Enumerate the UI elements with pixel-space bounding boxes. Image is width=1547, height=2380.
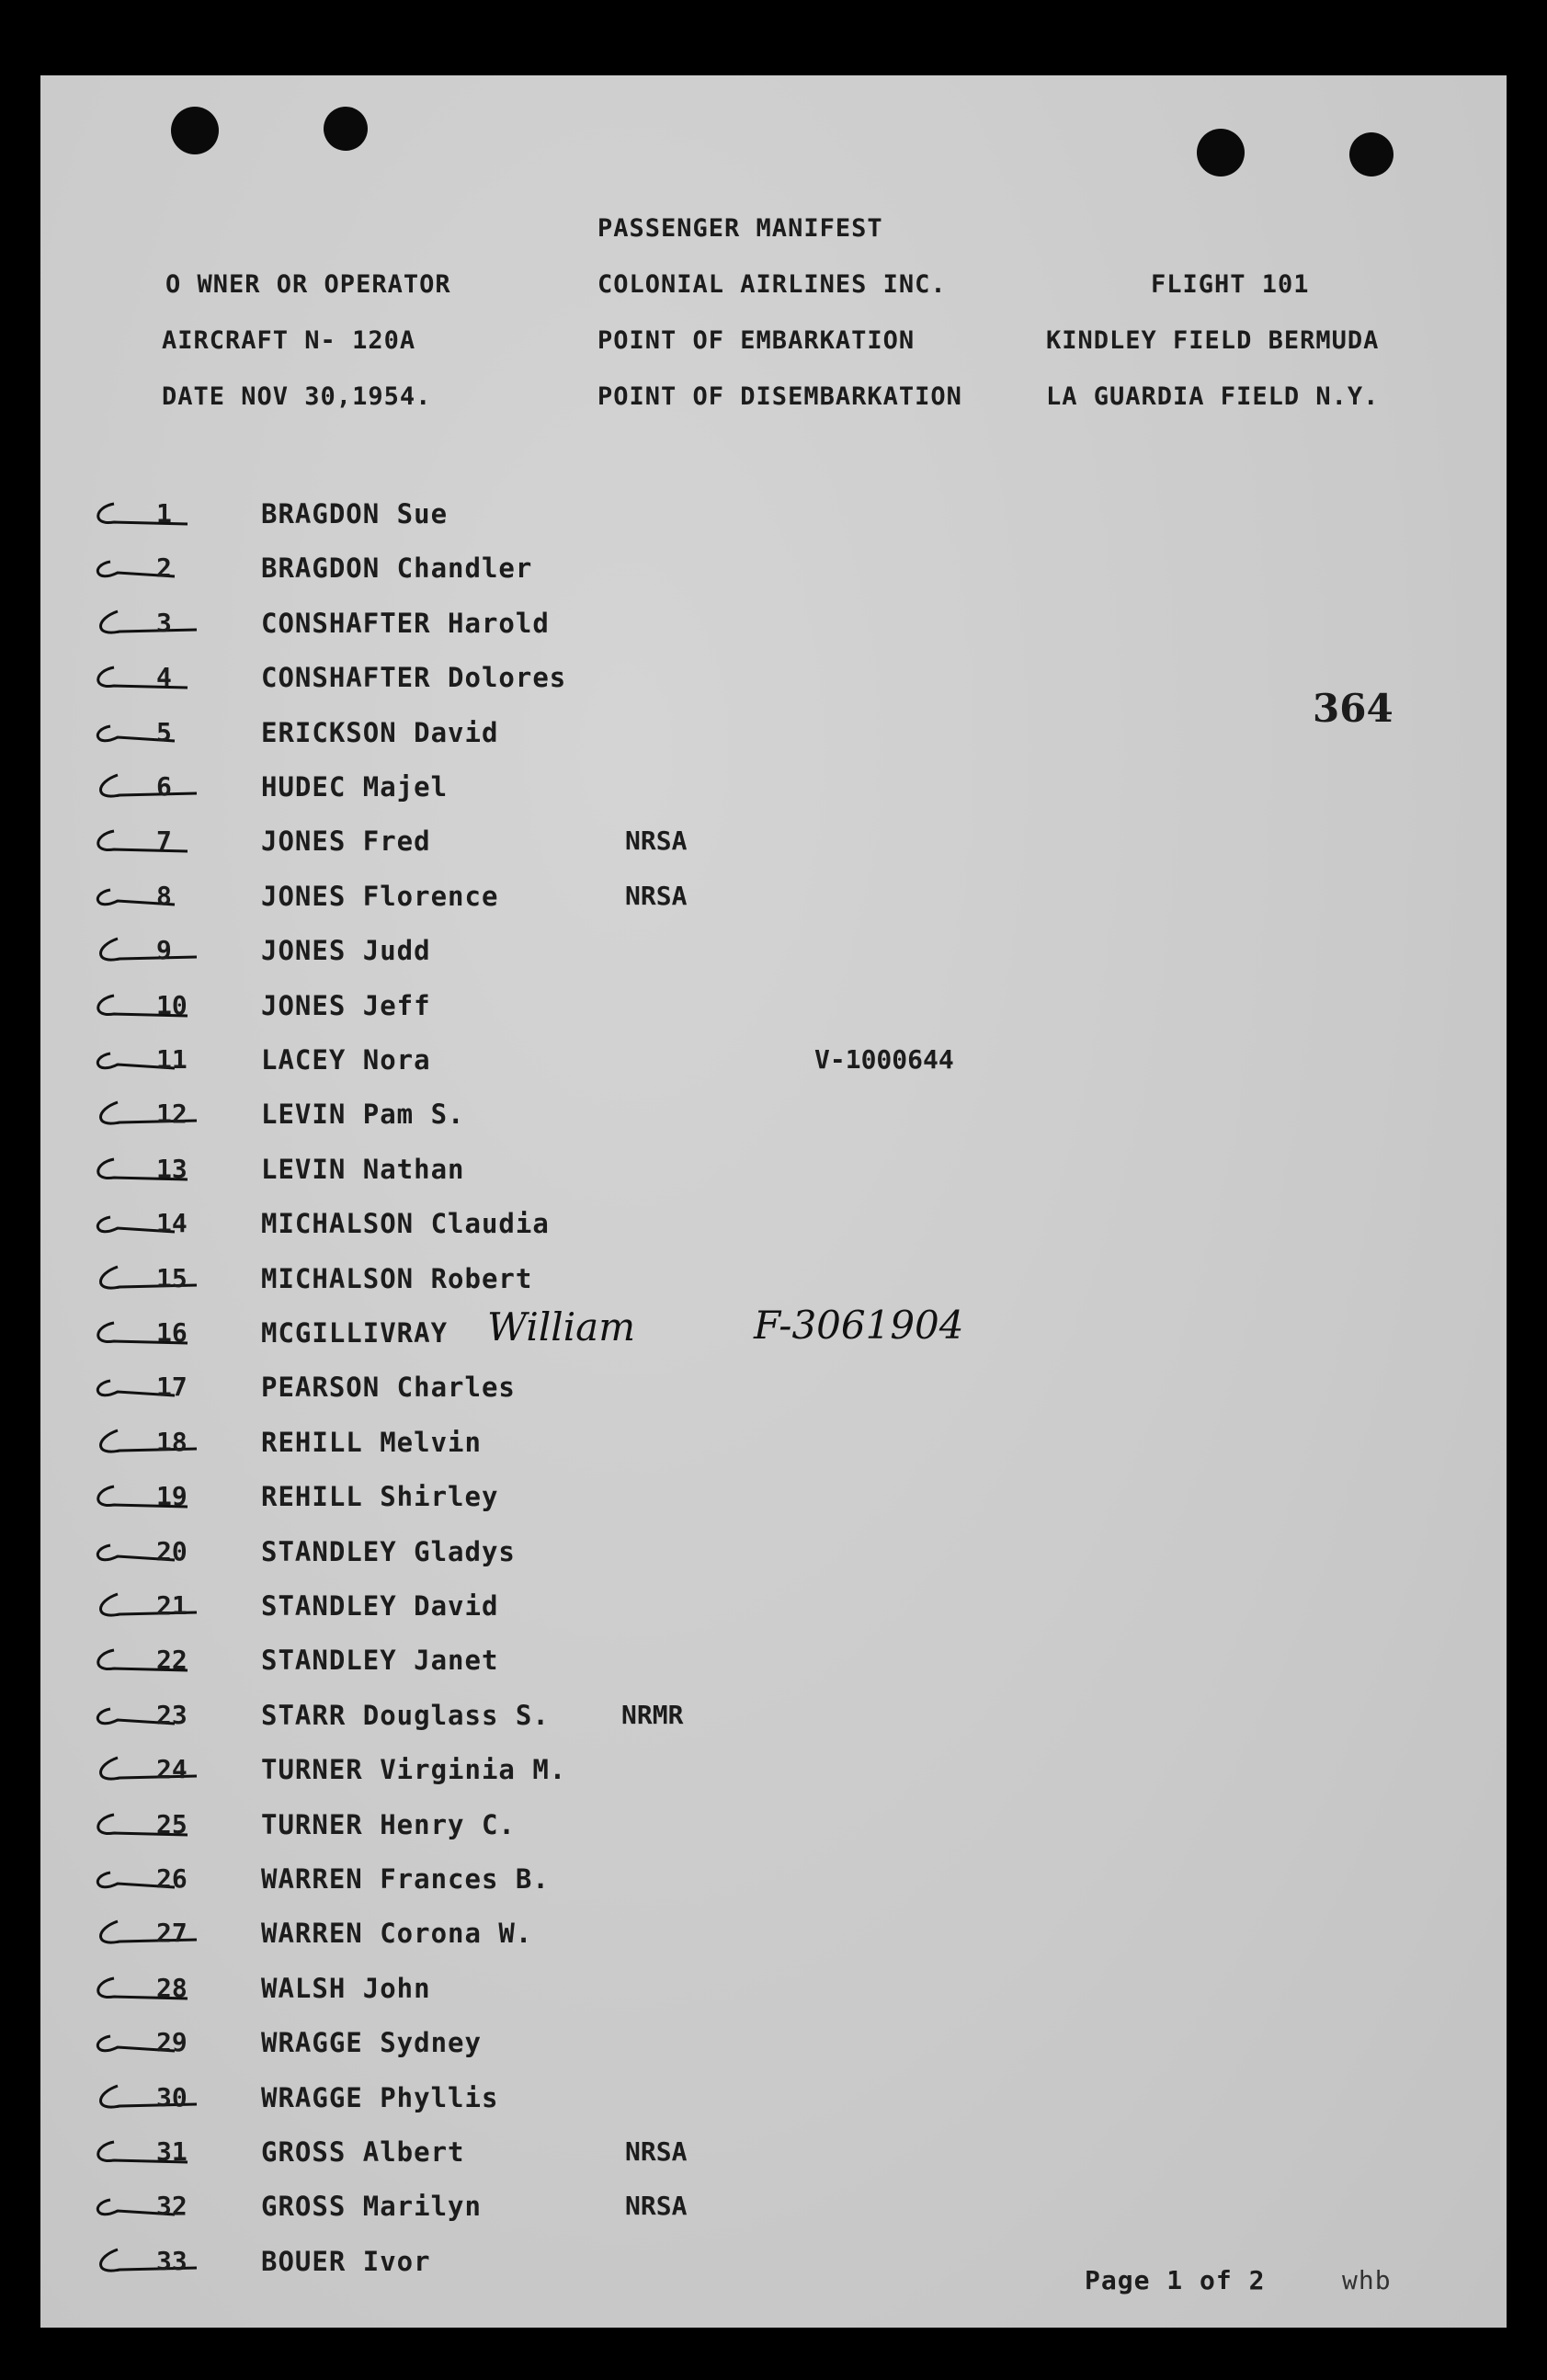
embark-label: POINT OF EMBARKATION: [597, 326, 916, 355]
passenger-number: 16: [156, 1317, 188, 1348]
passenger-row: [0, 602, 1547, 654]
passenger-number: 7: [156, 826, 172, 856]
passenger-code: NRSA: [625, 826, 688, 856]
passenger-number: 18: [156, 1427, 188, 1457]
passenger-name: MCGILLIVRAY: [261, 1317, 449, 1349]
passenger-row: [0, 1694, 1547, 1746]
passenger-row: [0, 1475, 1547, 1527]
passenger-name: MICHALSON Robert: [261, 1263, 533, 1294]
document-number: 364: [1313, 686, 1393, 731]
passenger-number: 28: [156, 1973, 188, 2003]
flight-number: FLIGHT 101: [1151, 270, 1310, 299]
passenger-name: STANDLEY Janet: [261, 1645, 499, 1676]
passenger-number: 15: [156, 1263, 188, 1293]
punch-hole: [324, 107, 368, 151]
owner-label: O WNER OR OPERATOR: [165, 270, 451, 299]
punch-hole: [1349, 132, 1393, 177]
passenger-row: [0, 1858, 1547, 1909]
passenger-number: 2: [156, 552, 172, 583]
passenger-number: 11: [156, 1044, 188, 1075]
passenger-name: STANDLEY Gladys: [261, 1536, 516, 1567]
passenger-number: 9: [156, 935, 172, 965]
passenger-row: [0, 2185, 1547, 2237]
passenger-row: [0, 766, 1547, 817]
passenger-number: 17: [156, 1372, 188, 1402]
passenger-row: [0, 1748, 1547, 1800]
passenger-number: 1: [156, 498, 172, 529]
passenger-name: TURNER Henry C.: [261, 1809, 516, 1840]
passenger-code: V-1000644: [814, 1044, 954, 1075]
passenger-number: 20: [156, 1536, 188, 1566]
punch-hole: [171, 107, 219, 154]
passenger-name: JONES Judd: [261, 935, 431, 966]
passenger-code: NRSA: [625, 2191, 688, 2221]
page-indicator: Page 1 of 2: [1085, 2265, 1266, 2295]
passenger-number: 29: [156, 2027, 188, 2057]
passenger-number: 31: [156, 2136, 188, 2167]
passenger-number: 32: [156, 2191, 188, 2221]
passenger-name: JONES Fred: [261, 826, 431, 857]
passenger-number: 30: [156, 2082, 188, 2112]
passenger-name: ERICKSON David: [261, 717, 499, 748]
passenger-row: [0, 820, 1547, 871]
passenger-name: LACEY Nora: [261, 1044, 431, 1076]
passenger-name: MICHALSON Claudia: [261, 1208, 550, 1239]
flight-date: DATE NOV 30,1954.: [162, 382, 432, 411]
passenger-row: [0, 2077, 1547, 2128]
passenger-number: 24: [156, 1754, 188, 1784]
passenger-row: [0, 2240, 1547, 2292]
passenger-row: [0, 1148, 1547, 1200]
passenger-number: 3: [156, 608, 172, 638]
passenger-name: CONSHAFTER Harold: [261, 608, 550, 639]
passenger-number: 21: [156, 1590, 188, 1621]
passenger-row: [0, 2131, 1547, 2182]
passenger-name: LEVIN Pam S.: [261, 1099, 465, 1130]
passenger-row: [0, 1093, 1547, 1144]
passenger-code: NRSA: [625, 2136, 688, 2167]
passenger-name: STANDLEY David: [261, 1590, 499, 1622]
passenger-number: 23: [156, 1700, 188, 1730]
passenger-name: GROSS Albert: [261, 2136, 465, 2168]
passenger-number: 27: [156, 1918, 188, 1948]
passenger-row: [0, 656, 1547, 708]
passenger-row: [0, 1303, 1547, 1363]
passenger-row: [0, 1366, 1547, 1418]
passenger-row: [0, 1202, 1547, 1254]
passenger-number: 22: [156, 1645, 188, 1675]
aircraft: AIRCRAFT N- 120A: [162, 326, 416, 355]
passenger-number: 25: [156, 1809, 188, 1839]
passenger-number: 14: [156, 1208, 188, 1238]
passenger-row: [0, 1585, 1547, 1636]
passenger-name: WARREN Frances B.: [261, 1863, 550, 1895]
passenger-number: 13: [156, 1154, 188, 1184]
disembark-value: LA GUARDIA FIELD N.Y.: [1046, 382, 1380, 411]
passenger-name: CONSHAFTER Dolores: [261, 662, 567, 693]
passenger-code: NRSA: [625, 881, 688, 911]
passenger-number: 6: [156, 771, 172, 802]
passenger-name: STARR Douglass S.: [261, 1700, 550, 1731]
passenger-name: REHILL Melvin: [261, 1427, 482, 1458]
passenger-name: BOUER Ivor: [261, 2246, 431, 2277]
handwritten-code: F-3061904: [754, 1303, 964, 1348]
passenger-row: [0, 1531, 1547, 1582]
owner-value: COLONIAL AIRLINES INC.: [597, 270, 947, 299]
passenger-row: [0, 712, 1547, 763]
passenger-row: [0, 1421, 1547, 1473]
passenger-number: 4: [156, 662, 172, 692]
passenger-number: 10: [156, 990, 188, 1020]
passenger-name: JONES Florence: [261, 881, 499, 912]
passenger-number: 8: [156, 881, 172, 911]
passenger-name: WRAGGE Sydney: [261, 2027, 482, 2058]
passenger-name: PEARSON Charles: [261, 1372, 516, 1403]
passenger-row: [0, 493, 1547, 544]
manifest-title: PASSENGER MANIFEST: [597, 214, 883, 243]
typist-initials: whb: [1342, 2265, 1392, 2295]
passenger-name: WALSH John: [261, 1973, 431, 2004]
passenger-number: 19: [156, 1481, 188, 1511]
passenger-number: 26: [156, 1863, 188, 1894]
passenger-number: 12: [156, 1099, 188, 1129]
passenger-name: LEVIN Nathan: [261, 1154, 465, 1185]
passenger-name: REHILL Shirley: [261, 1481, 499, 1512]
passenger-row: [0, 1912, 1547, 1964]
passenger-row: [0, 985, 1547, 1036]
passenger-row: [0, 1039, 1547, 1090]
passenger-number: 33: [156, 2246, 188, 2276]
passenger-name: TURNER Virginia M.: [261, 1754, 567, 1785]
passenger-row: [0, 1639, 1547, 1691]
handwritten-name: William: [487, 1304, 636, 1349]
embark-value: KINDLEY FIELD BERMUDA: [1046, 326, 1380, 355]
passenger-row: [0, 1804, 1547, 1855]
passenger-row: [0, 929, 1547, 981]
passenger-name: JONES Jeff: [261, 990, 431, 1021]
disembark-label: POINT OF DISEMBARKATION: [597, 382, 962, 411]
passenger-row: [0, 547, 1547, 598]
passenger-name: BRAGDON Chandler: [261, 552, 533, 584]
passenger-name: WARREN Corona W.: [261, 1918, 533, 1949]
passenger-row: [0, 875, 1547, 927]
passenger-name: WRAGGE Phyllis: [261, 2082, 499, 2113]
passenger-name: HUDEC Majel: [261, 771, 449, 803]
punch-hole: [1197, 129, 1245, 177]
passenger-row: [0, 1258, 1547, 1309]
passenger-code: NRMR: [621, 1700, 684, 1730]
passenger-name: BRAGDON Sue: [261, 498, 449, 530]
passenger-name: GROSS Marilyn: [261, 2191, 482, 2222]
passenger-number: 5: [156, 717, 172, 747]
passenger-row: [0, 1967, 1547, 2019]
passenger-row: [0, 2021, 1547, 2073]
